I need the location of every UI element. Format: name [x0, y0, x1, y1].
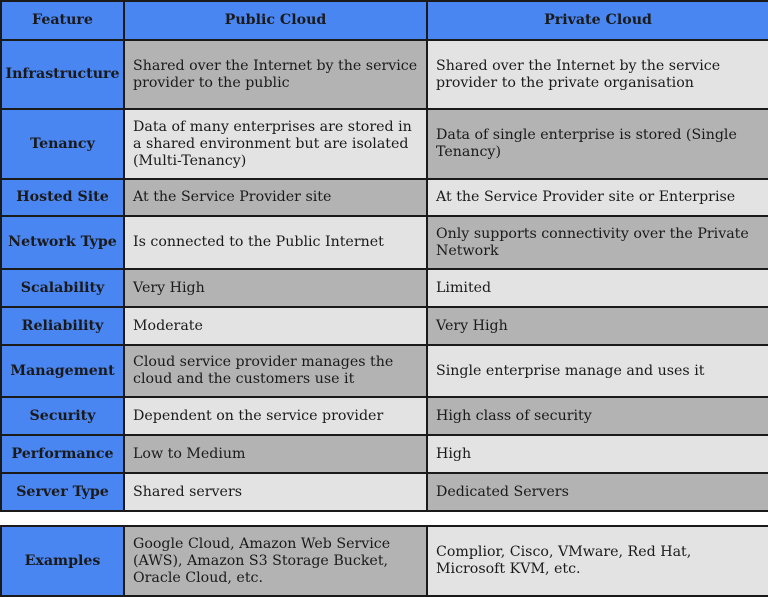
table-row — [1, 269, 768, 307]
row-feature: Management — [1, 345, 124, 397]
row-public-value: Low to Medium — [124, 435, 427, 473]
row-private-value: Dedicated Servers — [427, 473, 768, 511]
table-row — [1, 397, 768, 435]
row-feature: Server Type — [1, 473, 124, 511]
header-row — [1, 1, 768, 40]
row-private-value: Very High — [427, 307, 768, 345]
row-private-value: Shared over the Internet by the service provider to the private organisation — [427, 40, 768, 109]
examples-row — [1, 526, 768, 596]
row-public-value: Shared over the Internet by the service provider to the public — [124, 40, 427, 109]
table-row — [1, 40, 768, 109]
row-feature: Hosted Site — [1, 179, 124, 216]
row-public-value: Shared servers — [124, 473, 427, 511]
table-row — [1, 435, 768, 473]
examples-feature: Examples — [1, 526, 124, 596]
row-private-value: Only supports connectivity over the Private Network — [427, 216, 768, 269]
row-feature: Scalability — [1, 269, 124, 307]
row-public-value: Is connected to the Public Internet — [124, 216, 427, 269]
examples-private-value: Complior, Cisco, VMware, Red Hat, Microsoft KVM, etc. — [427, 526, 768, 596]
examples-public-value: Google Cloud, Amazon Web Service (AWS), Amazon S3 Storage Bucket, Oracle Cloud, etc. — [124, 526, 427, 596]
row-feature: Tenancy — [1, 109, 124, 179]
row-feature: Network Type — [1, 216, 124, 269]
table-row — [1, 307, 768, 345]
table-row — [1, 216, 768, 269]
row-feature: Reliability — [1, 307, 124, 345]
row-feature: Infrastructure — [1, 40, 124, 109]
row-private-value: Data of single enterprise is stored (Single Tenancy) — [427, 109, 768, 179]
row-private-value: High — [427, 435, 768, 473]
row-private-value: At the Service Provider site or Enterprise — [427, 179, 768, 216]
examples-table — [0, 525, 768, 597]
row-public-value: Dependent on the service provider — [124, 397, 427, 435]
header-private-cloud: Private Cloud — [427, 1, 768, 40]
header-feature: Feature — [1, 1, 124, 40]
row-public-value: Moderate — [124, 307, 427, 345]
row-public-value: Cloud service provider manages the cloud and the customers use it — [124, 345, 427, 397]
row-public-value: Very High — [124, 269, 427, 307]
row-private-value: Single enterprise manage and uses it — [427, 345, 768, 397]
row-feature: Security — [1, 397, 124, 435]
table-row — [1, 345, 768, 397]
row-public-value: At the Service Provider site — [124, 179, 427, 216]
header-public-cloud: Public Cloud — [124, 1, 427, 40]
row-public-value: Data of many enterprises are stored in a shared environment but are isolated (Multi-Tenancy) — [124, 109, 427, 179]
row-private-value: High class of security — [427, 397, 768, 435]
table-row — [1, 109, 768, 179]
table-row — [1, 473, 768, 511]
table-row — [1, 179, 768, 216]
row-feature: Performance — [1, 435, 124, 473]
row-private-value: Limited — [427, 269, 768, 307]
